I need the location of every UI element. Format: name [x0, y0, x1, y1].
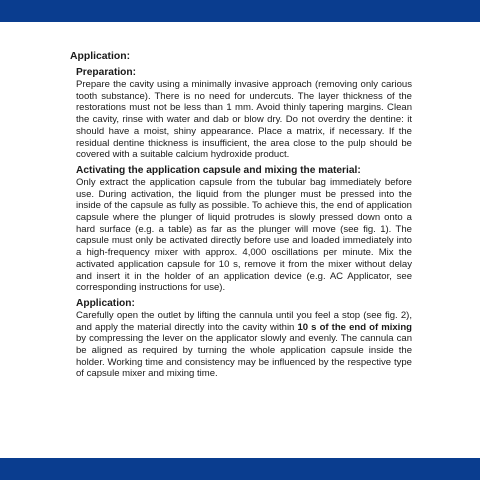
application-text-bold: 10 s of the end of mixing	[297, 321, 412, 333]
section-preparation	[76, 66, 412, 161]
section-heading-activation: Activating the application capsule and mixing the material:	[76, 164, 361, 176]
top-band	[0, 0, 480, 22]
document-content	[70, 50, 412, 383]
section-body-application	[76, 310, 412, 380]
section-application	[76, 297, 412, 380]
section-body-activation: Only extract the application capsule from the tubular bag immediately before use. During activation, the liquid from the plunger must be pressed into the inside of the capsule as fully as possible. To achieve this, the end of application capsule where the plunger of liquid protrudes is slowly pressed down onto a hard surface (e.g. a table) as far as the plunger will move (see fig. 1). The capsule must only be activated directly before use and loaded immediately into a high-frequency mixer with approx. 4,000 oscillations per minute. Mix the activated application capsule for 10 s, remove it from the mixer without delay and insert it in the holder of an application device (e.g. AC Applicator, see corresponding instructions for use).	[76, 176, 412, 294]
section-heading-application: Application:	[76, 297, 135, 309]
application-text-start: Carefully open the outlet by lifting the cannula until you feel a stop (see fig. 2), and apply the material directly into the cavity within	[76, 309, 412, 333]
main-heading: Application:	[70, 51, 131, 62]
application-text-end: by compressing the lever on the applicator slowly and evenly. The cannula can be aligned as required by turning the whole application capsule inside the holder. Working time and consistency may be influenced by the respective type of capsule mixer and mixing time.	[76, 333, 412, 380]
section-body-preparation: Prepare the cavity using a minimally invasive approach (removing only carious tooth substance). There is no need for undercuts. The layer thickness of the restorations must not be less than 1 mm. Avoid thinly tapering margins. Clean the cavity, rinse with water and dab or blow dry. Do not overdry the dentine: it should have a moist, shiny appearance. Place a matrix, if necessary. If the residual dentine thickness is insufficient, the area close to the pulp should be covered with a suitable calcium hydroxide product.	[76, 79, 412, 161]
bottom-band	[0, 458, 480, 480]
section-heading-preparation: Preparation:	[76, 67, 137, 78]
section-activation	[76, 164, 412, 294]
